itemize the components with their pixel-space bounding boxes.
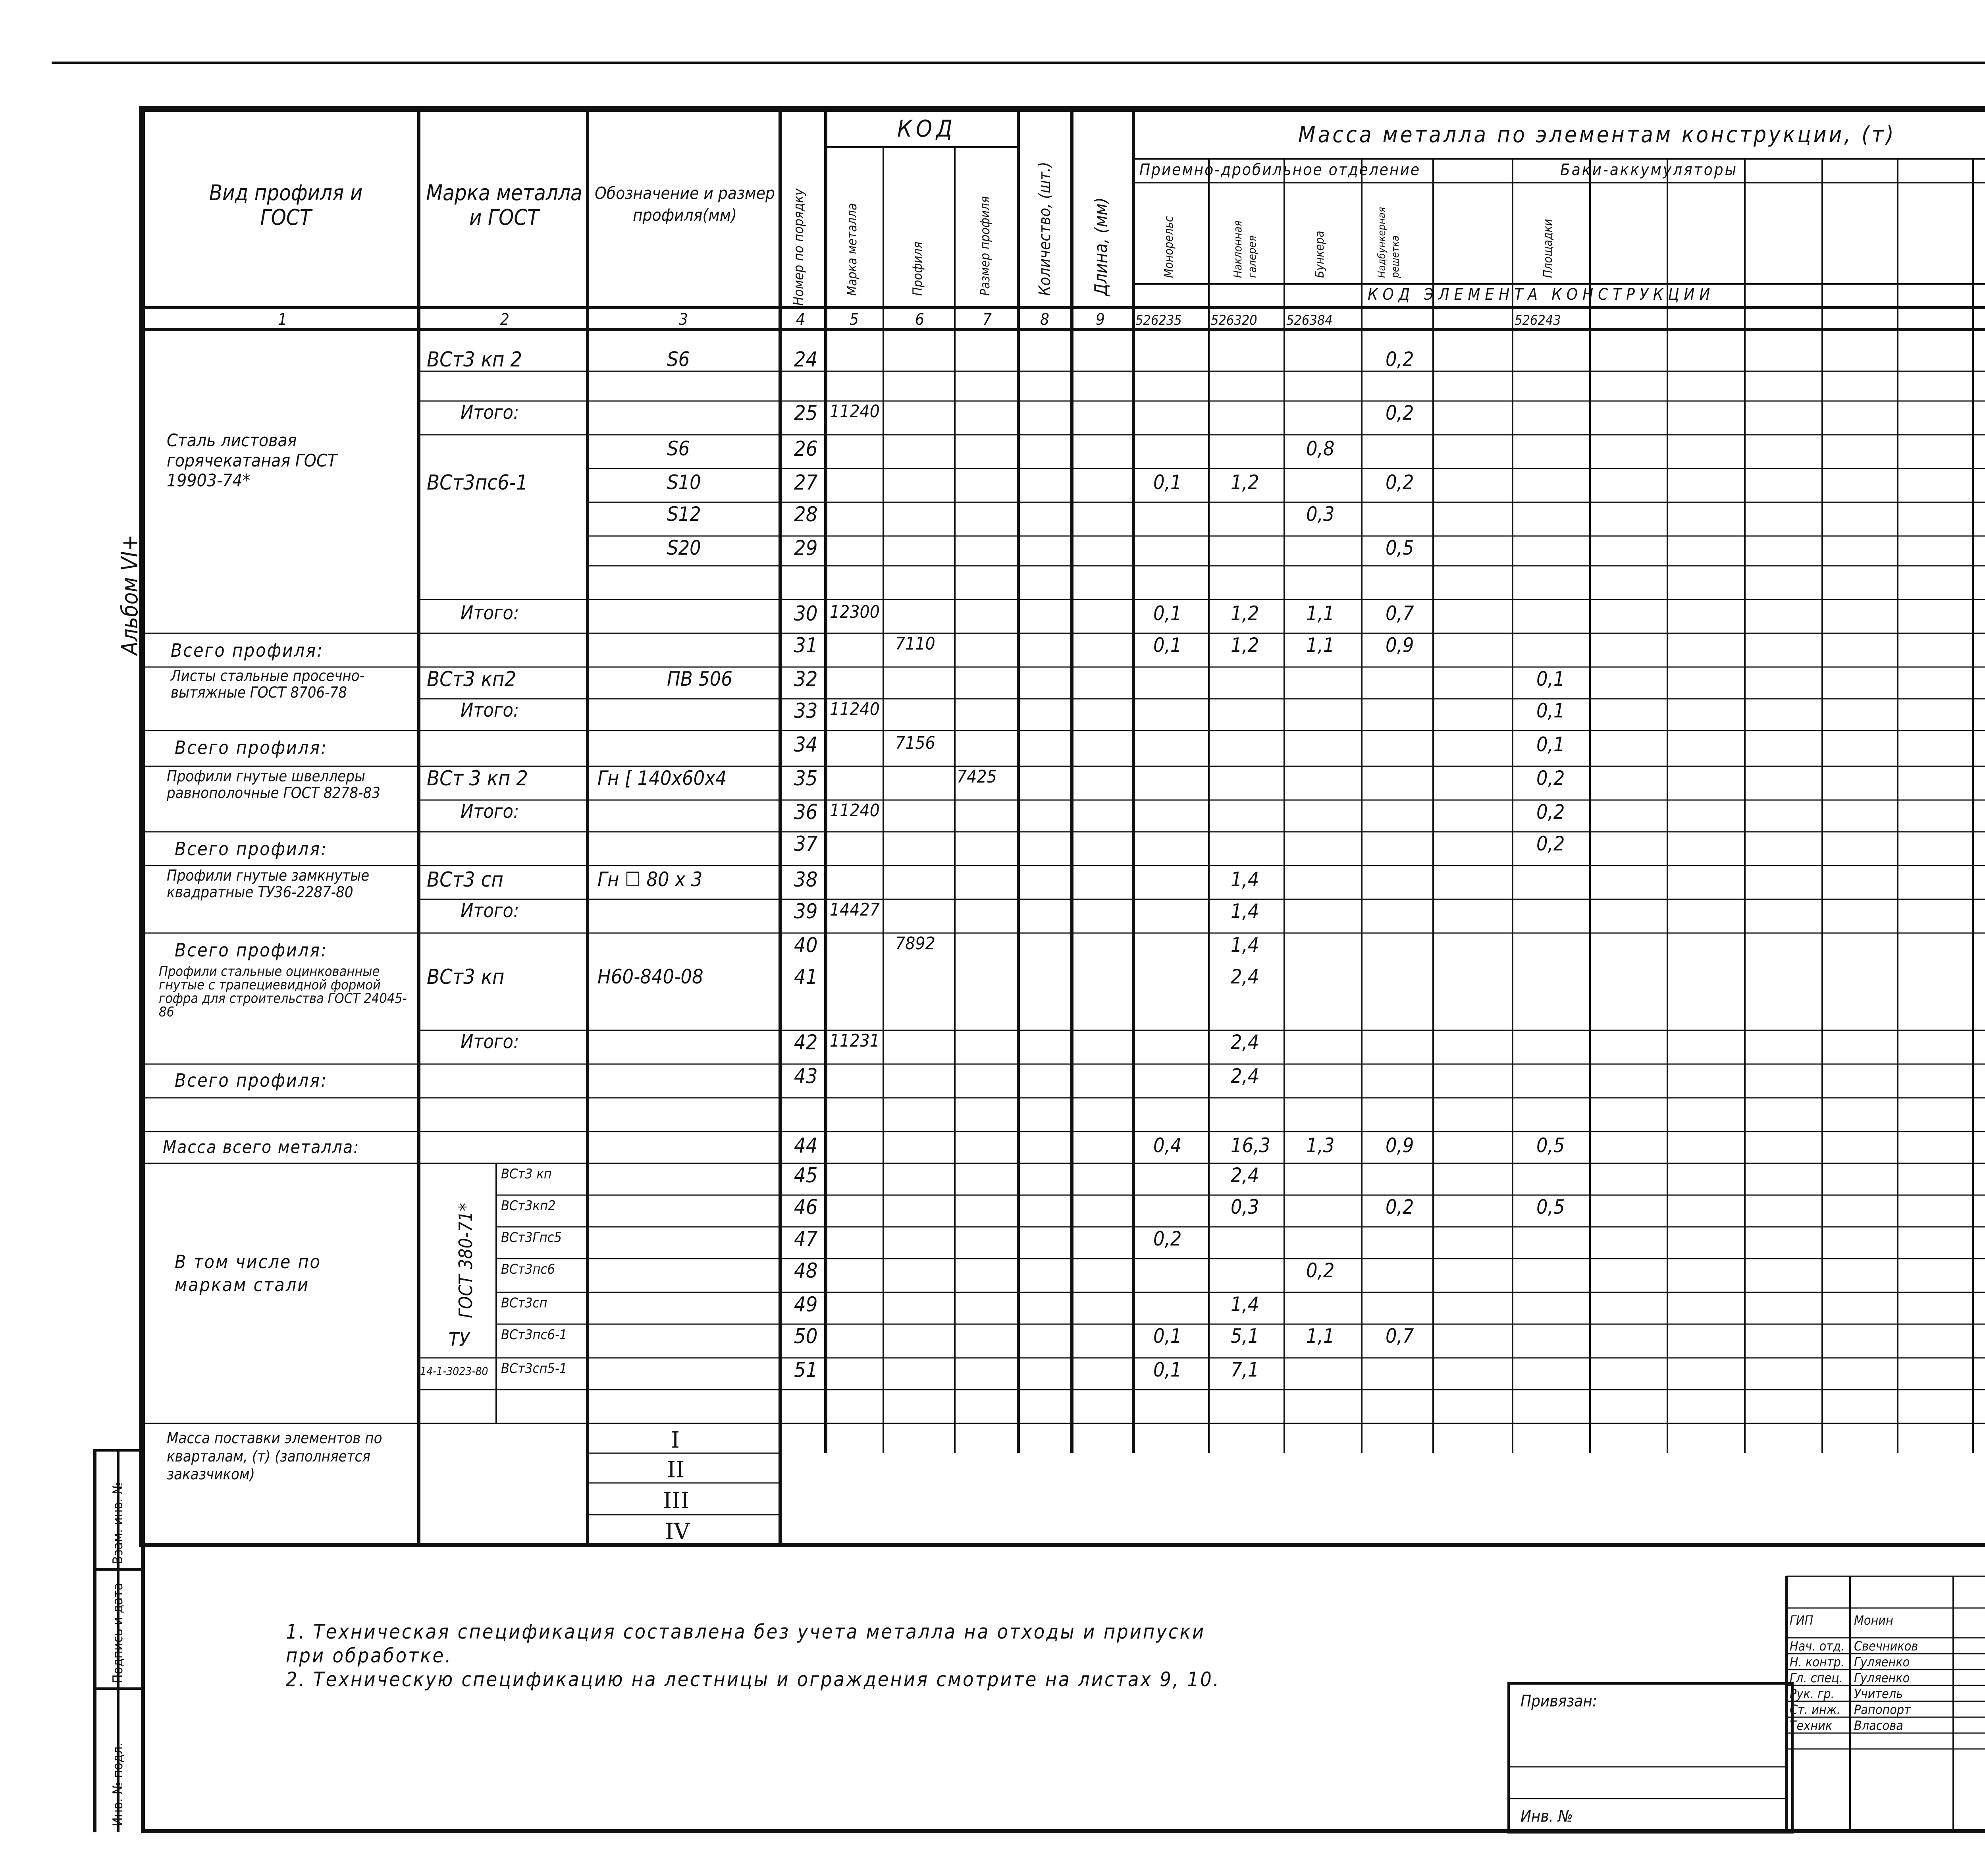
cell-c5: 0,1 [1536, 667, 1565, 690]
cell-c3: 0,3 [1306, 503, 1335, 526]
cell-c2: 1,4 [1231, 933, 1259, 956]
cell-c2: 1,2 [1231, 634, 1259, 657]
profile-size: Н60-840-08 [597, 965, 703, 988]
colnum-1: 1 [278, 310, 287, 329]
steel-grade: ВСт3пс6-1 [427, 471, 528, 495]
cell-psize: 7425 [957, 767, 997, 787]
role-label: Рук. гр. [1790, 1686, 1835, 1701]
cell-n: 26 [794, 437, 818, 461]
steel-grade: Итого: [461, 401, 519, 424]
profile-size: S6 [667, 348, 690, 371]
grade-cell: ВСт3пс6-1 [501, 1327, 567, 1343]
profile-size: Гн ☐ 80 х 3 [597, 868, 703, 891]
cell-n: 28 [794, 503, 818, 526]
steel-grade: Итого: [461, 1031, 519, 1053]
colnum-8: 8 [1040, 310, 1049, 329]
role-label: Ст. инж. [1790, 1702, 1840, 1717]
hdr-designation: Обозначение и размер профиля(мм) [595, 183, 775, 225]
hdr-sub-monorail: Монорельс [1162, 216, 1176, 278]
roman-4: IV [665, 1519, 690, 1544]
side-label-replace: Взам. инв. № [110, 1482, 126, 1564]
grade-cell: ВСт3кп2 [501, 1198, 556, 1214]
cell-c4: 0,2 [1386, 1195, 1414, 1219]
cell-n: 48 [794, 1259, 818, 1283]
cell-n: 33 [794, 699, 818, 723]
cell-c4: 0,7 [1386, 602, 1414, 625]
group-square-tubes: Профили гнутые замкнутые квадратные ТУ36-2287-80 [167, 867, 370, 901]
hdr-steel-grade: Марка металла и ГОСТ [426, 180, 582, 230]
cell-n: 32 [794, 667, 818, 691]
group4-total: Всего профиля: [175, 939, 328, 961]
colnum-9: 9 [1096, 310, 1105, 329]
cell-c4: 0,2 [1386, 401, 1414, 424]
cell-code: 11231 [830, 1031, 880, 1051]
cell-n: 41 [794, 965, 818, 989]
cell-c2: 2,4 [1231, 1164, 1259, 1187]
person-name: Учитель [1854, 1686, 1903, 1701]
cell-c2: 1,4 [1231, 900, 1259, 923]
cell-n: 47 [794, 1227, 818, 1251]
steel-grade: ВСт 3 кп 2 [427, 767, 528, 791]
cell-n: 31 [794, 634, 818, 657]
grade-cell: ВСт3сп [501, 1295, 547, 1311]
cell-c3: 1,1 [1306, 634, 1335, 657]
cell-c5: 0,2 [1536, 767, 1565, 790]
cell-c2: 2,4 [1231, 1064, 1259, 1087]
group-sheet-steel: Сталь листовая горячекатаная ГОСТ 19903-74* [167, 430, 337, 491]
tu-number: 14-1-3023-80 [420, 1365, 488, 1378]
cell-code: 11240 [830, 401, 880, 422]
roman-3: III [663, 1488, 690, 1514]
cell-c3: 1,1 [1306, 1325, 1335, 1348]
colnum-5: 5 [850, 310, 859, 329]
cell-n: 34 [794, 733, 818, 757]
cell-c2: 2,4 [1231, 965, 1259, 988]
cell-n: 39 [794, 900, 818, 924]
cell-c1: 0,1 [1153, 1325, 1182, 1348]
cell-c3: 0,2 [1306, 1259, 1335, 1282]
side-label-inv: Инв. № подл. [110, 1742, 126, 1826]
hdr-sub-grid: Надбункерная решетка [1376, 207, 1401, 278]
colnum-7: 7 [983, 310, 992, 329]
person-name: Свечников [1854, 1639, 1918, 1654]
steel-grade: ВСт3 кп [427, 965, 505, 989]
cell-n: 46 [794, 1195, 818, 1219]
cell-c1: 0,4 [1153, 1134, 1182, 1157]
cell-code: 11240 [830, 800, 880, 821]
group1-total: Всего профиля: [171, 640, 324, 661]
profile-size: S6 [667, 437, 690, 460]
steel-grade: ВСт3 сп [427, 868, 503, 892]
group-channels: Профили гнутые швеллеры равнополочные ГОСТ 8278-83 [167, 767, 380, 802]
role-label: Нач. отд. [1790, 1639, 1845, 1654]
group-corrugated: Профили стальные оцинкованные гнутые с трапециевидной формой гофра для строительства ГОСТ 24045-86 [159, 964, 407, 1020]
grade-cell: ВСт3 кп [501, 1166, 552, 1182]
steel-grade: ВСт3 кп2 [427, 667, 516, 691]
cell-c1: 0,1 [1153, 1358, 1182, 1381]
cell-n: 37 [794, 832, 818, 856]
cell-c4: 0,7 [1386, 1325, 1414, 1348]
hdr-steel-mark: Марка металла [844, 203, 860, 296]
profile-size: S12 [667, 503, 701, 526]
roman-1: I [671, 1427, 680, 1453]
side-label-sign: Подпись и дата [110, 1583, 126, 1683]
cell-prof: 7156 [895, 733, 935, 753]
cell-c2: 1,2 [1231, 471, 1259, 494]
colnum-6: 6 [915, 310, 924, 329]
person-name: Монин [1854, 1613, 1893, 1628]
cell-prof: 7892 [895, 933, 935, 954]
hdr-quantity: Количество, (шт.) [1036, 162, 1054, 296]
cell-n: 50 [794, 1325, 818, 1348]
person-name: Власова [1854, 1718, 1903, 1733]
cell-c3: 1,1 [1306, 602, 1335, 625]
delivery-label: Масса поставки элементов по кварталам, (т) (заполняется заказчиком) [167, 1429, 382, 1483]
cell-c3: 1,3 [1306, 1134, 1335, 1157]
elem-code-2: 526320 [1211, 312, 1257, 328]
group3-total: Всего профиля: [175, 838, 328, 860]
cell-c4: 0,9 [1386, 634, 1414, 657]
person-name: Рапопорт [1854, 1702, 1911, 1717]
cell-n: 44 [794, 1134, 818, 1158]
steel-grade: Итого: [461, 699, 519, 721]
cell-n: 36 [794, 800, 818, 824]
hdr-dept2: Баки-аккумуляторы [1560, 161, 1738, 179]
hdr-profile-type: Вид профиля и ГОСТ [209, 180, 363, 230]
cell-n: 35 [794, 767, 818, 791]
role-label: Гл. спец. [1790, 1670, 1843, 1685]
hdr-dept1: Приемно-дробильное отделение [1139, 161, 1421, 179]
note-2: 2. Техническую спецификацию на лестницы и ограждения смотрите на листах 9, 10. [286, 1668, 1221, 1691]
cell-code: 11240 [830, 699, 880, 719]
cell-c2: 0,3 [1231, 1195, 1259, 1219]
mass-all-metal: Масса всего металла: [163, 1137, 360, 1157]
hdr-profile-size: Размер профиля [977, 196, 992, 296]
roman-2: II [667, 1457, 685, 1483]
hdr-mass-title: Масса металла по элементам конструкции, (т) [1298, 122, 1896, 148]
cell-c2: 2,4 [1231, 1031, 1259, 1054]
tu-label: ТУ [449, 1328, 470, 1351]
grade-cell: ВСт3Гпс5 [501, 1230, 562, 1246]
steel-grade: Итого: [461, 800, 519, 823]
cell-c5: 0,1 [1536, 699, 1565, 722]
cell-n: 42 [794, 1031, 818, 1055]
hdr-sub-gallery: Наклонная галерея [1231, 220, 1259, 278]
elem-code-4: 526243 [1515, 312, 1561, 328]
cell-n: 29 [794, 536, 818, 560]
grade-cell: ВСт3сп5-1 [501, 1361, 567, 1377]
role-label: Н. контр. [1790, 1654, 1844, 1670]
colnum-3: 3 [679, 310, 688, 329]
cell-prof: 7110 [895, 634, 935, 654]
note-1: 1. Техническая спецификация составлена без учета металла на отходы и припуски при обработке. [286, 1620, 1206, 1667]
cell-c4: 0,2 [1386, 348, 1414, 371]
hdr-kod: КОД [897, 115, 956, 142]
cell-c1: 0,2 [1153, 1227, 1182, 1250]
cell-n: 45 [794, 1164, 818, 1188]
cell-code: 14427 [830, 900, 880, 920]
cell-c4: 0,5 [1386, 536, 1414, 559]
incl-by-grades: В том числе по маркам стали [175, 1251, 321, 1296]
inv-no: Инв. № [1521, 1807, 1573, 1826]
cell-n: 38 [794, 868, 818, 892]
person-name: Гуляенко [1854, 1654, 1910, 1670]
grade-cell: ВСт3пс6 [501, 1261, 555, 1277]
hdr-order-no: Номер по порядку [791, 188, 807, 306]
group2-total: Всего профиля: [175, 737, 328, 758]
cell-c5: 0,2 [1536, 800, 1565, 823]
cell-c2: 5,1 [1231, 1325, 1259, 1348]
cell-c1: 0,1 [1153, 634, 1182, 657]
cell-c5: 0,1 [1536, 733, 1565, 756]
hdr-elem-code: КОД ЭЛЕМЕНТА КОНСТРУКЦИИ [1368, 285, 1715, 304]
cell-c3: 0,8 [1306, 437, 1335, 460]
hdr-profile: Профиля [910, 241, 925, 296]
cell-n: 40 [794, 933, 818, 957]
group5-total: Всего профиля: [175, 1070, 328, 1091]
elem-code-1: 526235 [1135, 312, 1182, 328]
cell-c2: 1,4 [1231, 868, 1259, 891]
steel-grade: Итого: [461, 602, 519, 624]
album-label: Альбом VI+ [117, 534, 143, 655]
profile-size: Гн [ 140х60х4 [597, 767, 727, 790]
steel-grade: Итого: [461, 900, 519, 922]
hdr-sub-bunker: Бункера [1313, 231, 1327, 278]
cell-c4: 0,2 [1386, 471, 1414, 494]
cell-c4: 0,9 [1386, 1134, 1414, 1157]
cell-n: 43 [794, 1064, 818, 1088]
colnum-2: 2 [500, 310, 509, 329]
colnum-4: 4 [796, 310, 805, 329]
cell-c5: 0,5 [1536, 1134, 1565, 1157]
cell-code: 12300 [830, 602, 880, 622]
profile-size: S20 [667, 536, 701, 559]
person-name: Гуляенко [1854, 1670, 1910, 1685]
cell-n: 25 [794, 401, 818, 425]
cell-c5: 0,5 [1536, 1195, 1565, 1219]
cell-c2: 1,2 [1231, 602, 1259, 625]
profile-size: ПВ 506 [667, 667, 732, 690]
cell-c2: 1,4 [1231, 1293, 1259, 1316]
hdr-length: Длина, (мм) [1091, 197, 1111, 296]
privyazan: Привязан: [1521, 1692, 1598, 1710]
cell-n: 49 [794, 1293, 818, 1317]
cell-c2: 7,1 [1231, 1358, 1259, 1381]
elem-code-3: 526384 [1286, 312, 1333, 328]
cell-n: 24 [794, 348, 818, 372]
cell-c1: 0,1 [1153, 602, 1182, 625]
cell-n: 30 [794, 602, 818, 626]
profile-size: S10 [667, 471, 701, 494]
role-label: ГИП [1790, 1613, 1813, 1628]
group-expanded-sheets: Листы стальные просечно-вытяжные ГОСТ 8706-78 [171, 667, 365, 701]
role-label: Техник [1790, 1718, 1833, 1733]
cell-c1: 0,1 [1153, 471, 1182, 494]
cell-c5: 0,2 [1536, 832, 1565, 855]
cell-n: 27 [794, 471, 818, 495]
cell-c2: 16,3 [1231, 1134, 1271, 1157]
cell-n: 51 [794, 1358, 818, 1382]
gost-380: ГОСТ 380-71* [455, 1203, 476, 1318]
steel-grade: ВСт3 кп 2 [427, 348, 522, 372]
hdr-sub-platforms: Площадки [1541, 219, 1555, 278]
